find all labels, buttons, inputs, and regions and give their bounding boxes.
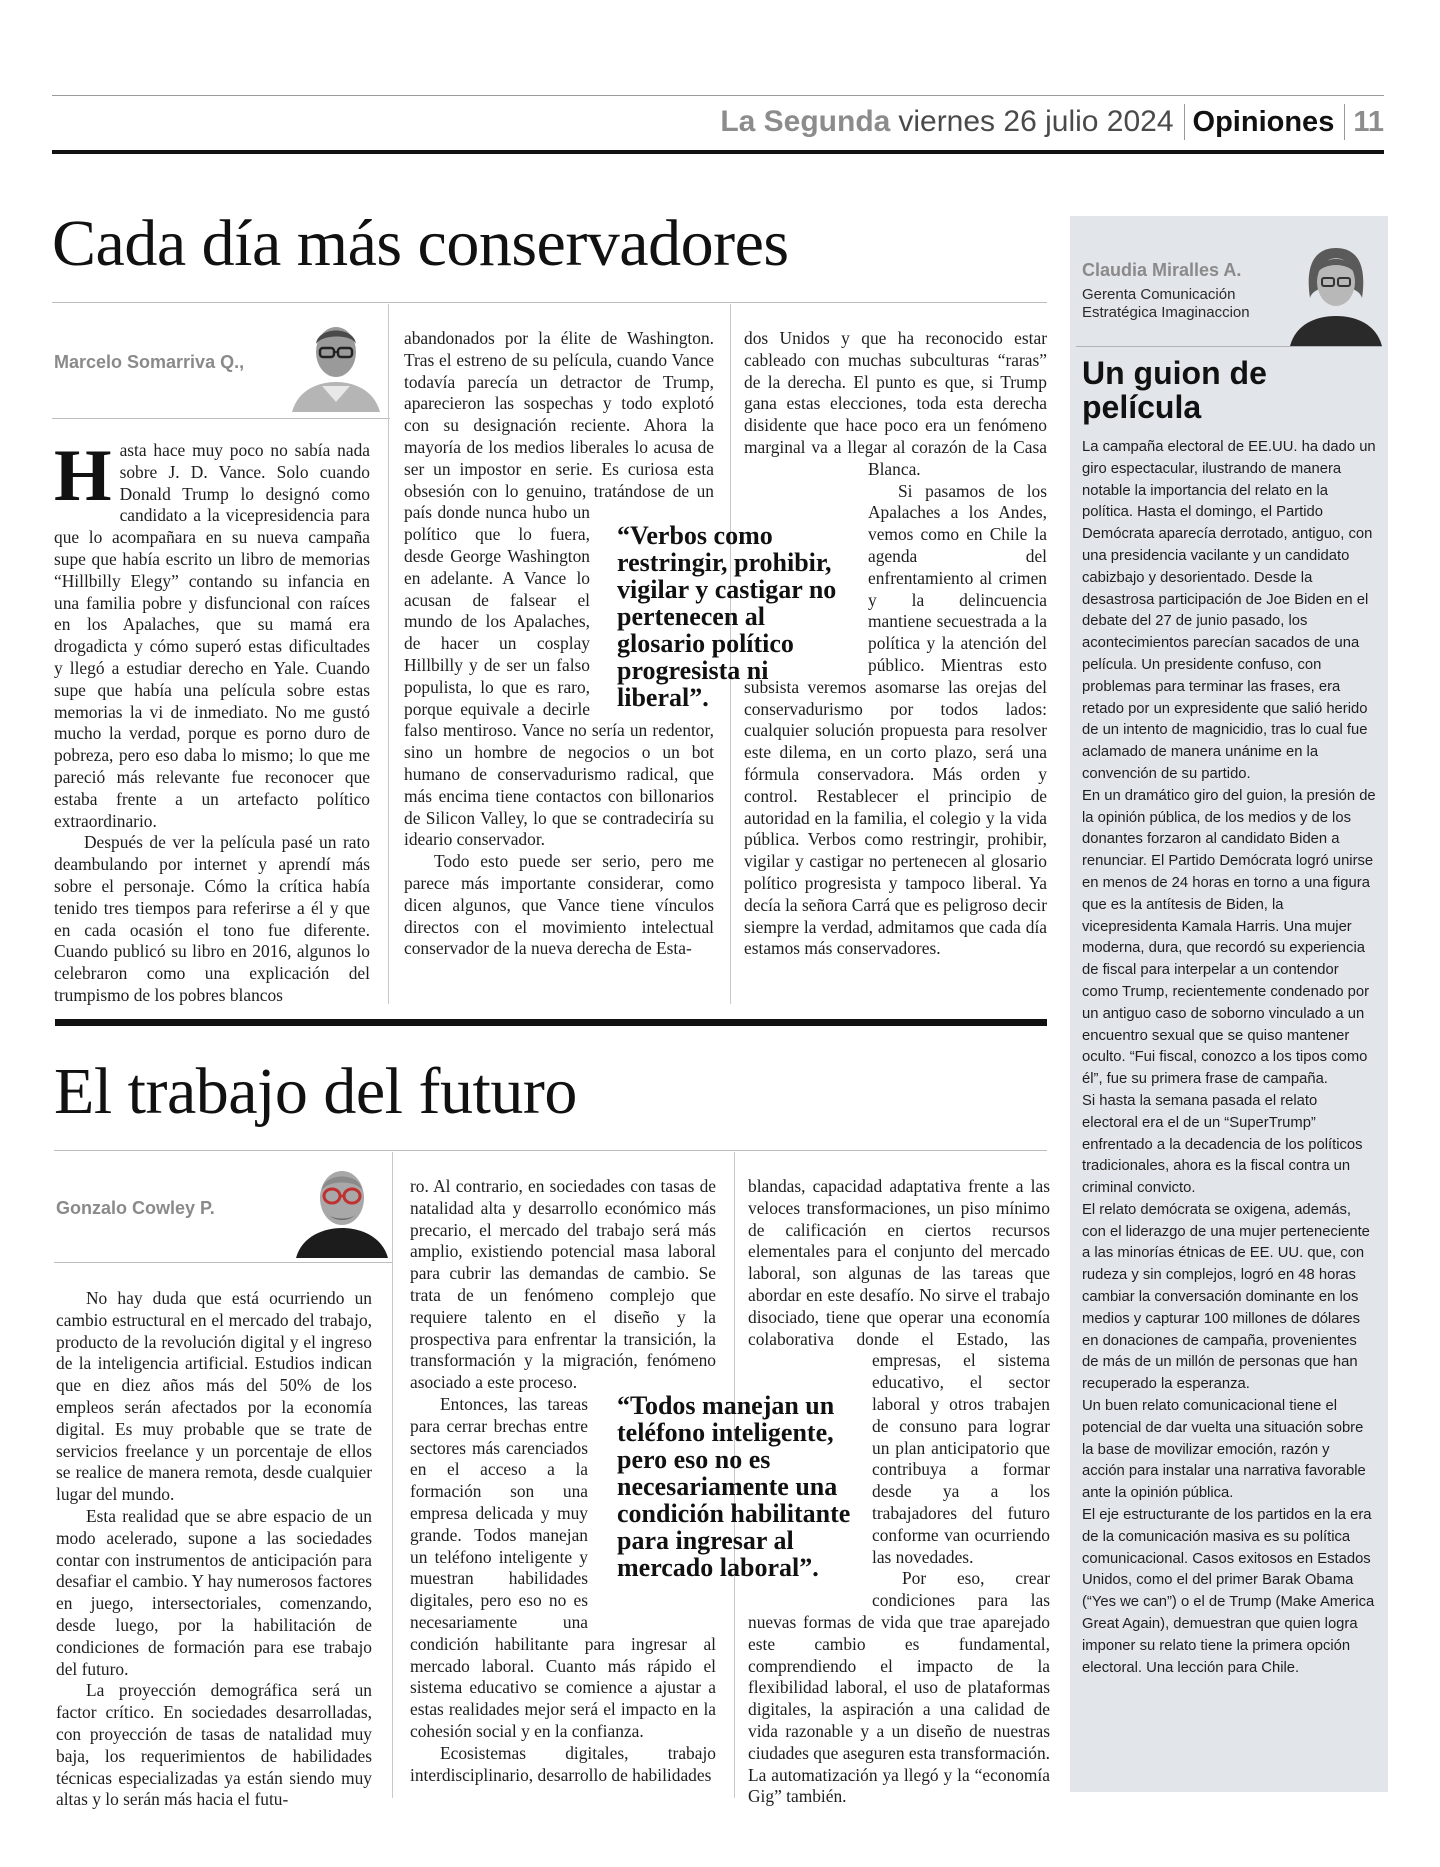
masthead-separator xyxy=(1344,104,1345,140)
sidebar-title-rule xyxy=(1076,346,1382,347)
article2-column-1 xyxy=(56,1288,372,1811)
article1-paragraph: Si pasamos de los Apalaches a los Andes, vemos como en Chile la agenda del enfrentamiento al crimen y la delincuencia mantiene secuestrada a la política y la atención del público. Mientras esto subsista veremos asomarse las orejas del conservadurismo por todos lados: cualquier solución propuesta para resolver este dilema, en un corto plazo, será una fórmula conservadora. Más orden y control. Restablecer el principio de autoridad en la familia, el colegio y la vida pública. Verbos como restringir, prohibir, vigilar y castigar no pertenecen al glosario político progresista y tampoco liberal. Ya decía la señora Carrá que es peligroso decir siempre la verdad, admitamos que cada día estamos más conservadores. xyxy=(744,480,1047,959)
article2-author-photo xyxy=(292,1158,392,1258)
sidebar-paragraph: En un dramático giro del guion, la presión de la opinión pública, de los medios y de los donantes forzaron al candidato Biden a renunciar. El Partido Demócrata logró unirse en menos de 24 horas en torno a una figura que es la antítesis de Biden, la vicepresidenta Kamala Harris. Una mujer moderna, dura, que recordó su experiencia de fiscal para interpelar a un contendor como Trump, recientemente condenado por un antiguo caso de soborno vinculado a un encuentro sexual que se quiso mantener oculto. “Fui fiscal, conozco a los tipos como él”, fue su primera frase de campaña. xyxy=(1082,787,1376,1088)
header-bottom-rule xyxy=(52,150,1384,154)
article2-paragraph: La proyección demográfica será un factor crítico. En sociedades desarrolladas, con proyección de tasas de natalidad muy baja, los requerimientos de habilidades técnicas especializadas ya están siendo muy altas y lo serán más hacia el futu- xyxy=(56,1680,372,1810)
sidebar-paragraph: Un buen relato comunicacional tiene el potencial de dar vuelta una situación sobre la base de movilizar emoción, razón y acción para instalar una narrativa favorable ante la opinión pública. xyxy=(1082,1398,1366,1502)
article2-pull-quote: “Todos manejan un teléfono inteligente, pero eso no es necesariamente una condición habilitante para ingresar al mercado laboral”. xyxy=(617,1391,851,1582)
sidebar-author-role: Gerenta Comunicación Estratégica Imaginaccion xyxy=(1082,286,1250,321)
article1-pull-quote: “Verbos como restringir, prohibir, vigilar y castigar no pertenecen al glosario político progresista ni liberal”. xyxy=(617,521,837,712)
sidebar-author-photo xyxy=(1286,238,1386,346)
sidebar-body xyxy=(1082,437,1376,1679)
article2-paragraph: No hay duda que está ocurriendo un cambio estructural en el mercado del trabajo, producto de la revolución digital y el ingreso de la inteligencia artificial. Estudios indican que en diez años más del 50% de los empleos serán afectados por la economía digital. Es muy probable que se trate de servicios freelance y un porcentaje de ellos se realice de manera remota, desde cualquier lugar del mundo. xyxy=(56,1288,372,1505)
article2-paragraph: blandas, capacidad adaptativa frente a las veloces transformaciones, un piso mínimo de calificación en ciertos recursos elementales para el conjunto del mercado laboral, son algunas de las tareas que abordar en este desafío. No sirve el trabajo disociado, tiene que operar una economía colaborativa donde el Estado, las empresas, el sistema educativo, el sector laboral y otros trabajen de consuno para lograr un plan anticipatorio que contribuya a formar desde ya a los trabajadores del futuro conforme van ocurriendo las novedades. xyxy=(748,1176,1050,1567)
masthead-separator xyxy=(1184,104,1185,140)
article1-author-photo xyxy=(282,316,390,412)
article1-byline-rule xyxy=(52,418,390,419)
sidebar-paragraph: El relato demócrata se oxigena, además, con el liderazgo de una mujer perteneciente a las minorías étnicas de EE. UU. que, con rudeza y sin complejos, logró en 48 horas cambiar la conversación dominante en los medios y capturar 100 millones de dólares en donaciones de campaña, provenientes de más de un millón de personas que han recuperado la esperanza. xyxy=(1082,1201,1370,1393)
article1-column-1 xyxy=(54,435,370,1007)
sidebar-paragraph: El eje estructurante de los partidos en la era de la comunicación masiva es su política comunicacional. Casos exitosos en Estados Unidos, como el del primer Barak Obama (“Yes we can”) o el de Trump (Make America Great Again), demuestran que quien logra imponer su relato tiene la primera opción electoral. Una lección para Chile. xyxy=(1082,1507,1375,1676)
article1-author: Marcelo Somarriva Q., xyxy=(54,352,245,372)
article1-paragraph: abandonados por la élite de Washington. Tras el estreno de su película, cuando Vance todavía parecía un detractor de Trump, aparecieron las sospechas y todo explotó con su designación reciente. Ahora la mayoría de los medios liberales lo acusa de ser un impostor en serie. Es curiosa esta obsesión con lo genuino, tratándose de un país donde nunca hubo un político que lo fuera, desde George Washington en adelante. A Vance lo acusan de falsear el mundo de los Apalaches, de hacer un cosplay Hillbilly y de ser un falso populista, lo que es raro, porque equivale a decirle falso mentiroso. Vance no sería un redentor, sino un hombre de negocios o un bot humano de conservadurismo radical, que más encima tiene contactos con billonarios de Silicon Valley, lo que se contradeciría su ideario conservador. xyxy=(404,328,714,850)
issue-date: viernes 26 julio 2024 xyxy=(898,105,1174,138)
article1-dropcap: H xyxy=(54,435,112,517)
sidebar-paragraph: Si hasta la semana pasada el relato electoral era el de un “SuperTrump” enfrentado a la decadencia de los políticos tradicionales, ahora es la fiscal contra un criminal convicto. xyxy=(1082,1092,1363,1197)
masthead xyxy=(720,98,1384,146)
sidebar-author: Claudia Miralles A. xyxy=(1082,260,1242,280)
article1-paragraph: Después de ver la película pasé un rato deambulando por internet y aprendí más sobre el personaje. Cómo la crítica había tenido tres tiempos para referirse a él y que en cada ocasión el tono fue diferente. Cuando publicó su libro en 2016, algunos lo celebraron como una explicación del trumpismo de los pobres blancos xyxy=(54,832,370,1005)
sidebar-title: Un guion de película xyxy=(1082,355,1267,425)
page-number: 11 xyxy=(1353,105,1384,138)
article1-paragraph: Todo esto puede ser serio, pero me parece más importante considerar, como dicen algunos, que Vance tiene vínculos directos con el movimiento intelectual conservador de la nueva derecha de Esta- xyxy=(404,851,714,959)
article1-title: Cada día más conservadores xyxy=(52,207,789,280)
article2-paragraph: Entonces, las tareas para cerrar brechas entre sectores más carenciados en el acceso a la formación son una empresa delicada y muy grande. Todos manejan un teléfono inteligente y muestran habilidades digitales, pero eso no es necesariamente una condición habilitante para ingresar al mercado laboral. Cuanto más rápido el sistema educativo se comience a ajustar a estas realidades mejor será el impacto en la cohesión social y en la confianza. xyxy=(410,1393,716,1741)
article1-paragraph: asta hace muy poco no sabía nada sobre J. D. Vance. Solo cuando Donald Trump lo designó como candidato a la vicepresidencia para que lo acompañara en su nueva campaña supe que había escrito un libro de memorias “Hillbilly Elegy” contando su infancia en una familia pobre y disfuncional con raíces en los Apalaches, que su mamá era drogadicta y cómo superó estas dificultades y llegó a estudiar derecho en Yale. Cuando supe que había una película sobre estas memorias la vi de inmediato. No me gustó mucho la verdad, porque es porno duro de pobreza, pero eso daba lo mismo; lo que me pareció más relevante fue reconocer que estaba frente a un artefacto político extraordinario. xyxy=(54,440,370,831)
column-divider xyxy=(392,1152,393,1798)
section-name: Opiniones xyxy=(1192,105,1335,138)
header-top-rule xyxy=(52,95,1384,96)
article2-paragraph: Por eso, crear condiciones para las nuevas formas de vida que trae aparejado este cambio es fundamental, comprendiendo el impacto de la flexibilidad laboral, el uso de plataformas digitales, la aspiración a una calidad de vida razonable y a un diseño de nuestras ciudades que aseguren esta transformación. La automatización ya llegó y la “economía Gig” también. xyxy=(748,1568,1050,1807)
newspaper-name: La Segunda xyxy=(720,105,891,138)
sidebar-paragraph: La campaña electoral de EE.UU. ha dado un giro espectacular, ilustrando de manera notable la importancia del relato en la política. Hasta el domingo, el Partido Demócrata aparecía derrotado, antiguo, con una presidencia vacilante y un candidato cabizbajo y desorientado. Desde la desastrosa participación de Joe Biden en el debate del 27 de junio pasado, los acontecimientos parecían sacados de una película. Un presidente confuso, con problemas para terminar las frases, era retado por un expresidente que salió herido de un intento de magnicidio, tras lo cual fue aclamado de manera unánime en la convención de su partido. xyxy=(1082,439,1376,782)
article2-title-rule xyxy=(54,1150,1047,1151)
article2-paragraph: Ecosistemas digitales, trabajo interdisciplinario, desarrollo de habilidades xyxy=(410,1742,716,1785)
article1-paragraph: dos Unidos y que ha reconocido estar cableado con muchas subculturas “raras” de la derecha. El punto es que, si Trump gana estas elecciones, toda esta derecha disidente que hace poco era un fenómeno marginal va a llegar al corazón de la Casa Blanca. xyxy=(744,328,1047,479)
article2-title: El trabajo del futuro xyxy=(54,1055,577,1128)
article2-author: Gonzalo Cowley P. xyxy=(56,1198,215,1218)
article-separator-rule xyxy=(55,1019,1047,1026)
article1-title-rule xyxy=(52,302,1047,303)
article2-byline-rule xyxy=(54,1262,392,1263)
column-divider xyxy=(388,304,389,1004)
article2-paragraph: ro. Al contrario, en sociedades con tasas de natalidad alta y desarrollo económico más precario, el mercado del trabajo será más amplio, existiendo potencial masa laboral para cubrir las demandas de cambio. Se trata de un fenómeno complejo que requiere talento en el diseño y la prospectiva para enfrentar la transición, la transformación y la migración, fenómeno asociado a este proceso. xyxy=(410,1176,716,1393)
article2-paragraph: Esta realidad que se abre espacio de un modo acelerado, supone a las sociedades contar con instrumentos de anticipación para desafiar el cambio. Y hay numerosos factores en juego, intersectoriales, comenzando, desde luego, por la habilitación de condiciones de formación para ese trabajo del futuro. xyxy=(56,1505,372,1679)
